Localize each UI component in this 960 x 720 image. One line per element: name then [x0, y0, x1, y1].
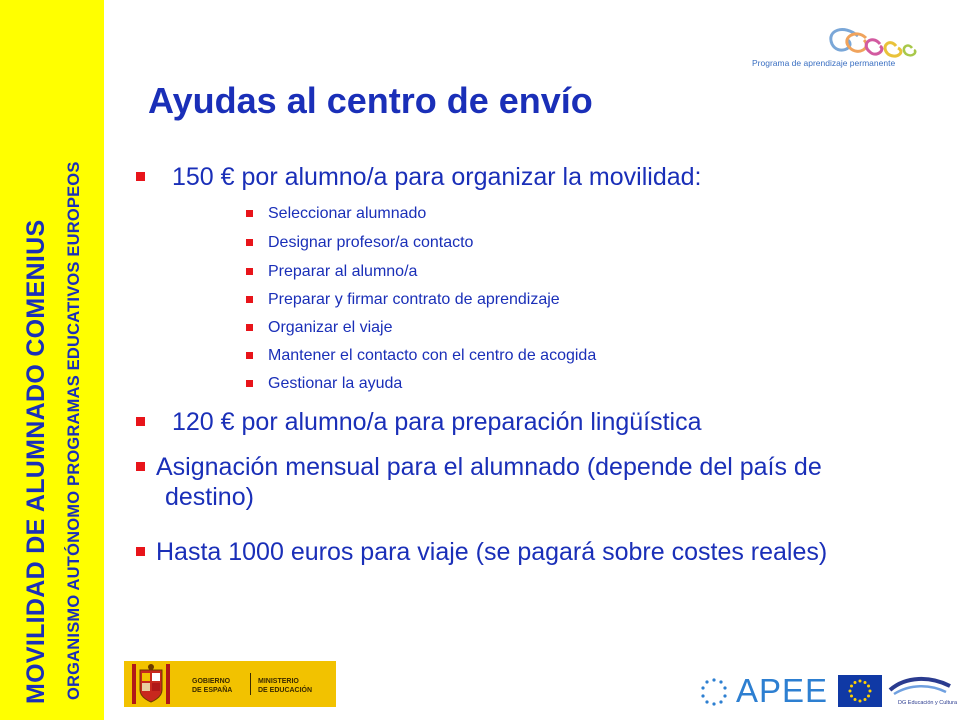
sub-list-item	[246, 204, 426, 224]
programa-logo-icon	[740, 18, 930, 88]
sidebar-band	[0, 0, 104, 720]
sub-bullet-text: Preparar y firmar contrato de aprendizaje	[268, 291, 560, 308]
list-item	[136, 452, 896, 512]
sub-list-item	[246, 318, 393, 338]
bullet-square-icon	[246, 210, 253, 217]
gobierno-label: GOBIERNO DE ESPAÑA	[192, 678, 233, 694]
bullet-square-icon	[246, 296, 253, 303]
sub-list-item	[246, 233, 473, 253]
sub-bullet-text: Preparar al alumno/a	[268, 263, 418, 280]
ministerio-label: MINISTERIO DE EDUCACIÓN	[258, 678, 313, 694]
sub-bullet-text: Gestionar la ayuda	[268, 375, 403, 392]
gobierno-logo	[124, 661, 336, 707]
sub-list-item	[246, 374, 402, 394]
bullet-text: 150 € por alumno/a para organizar la movilidad:	[172, 163, 702, 191]
sidebar-subtitle: ORGANISMO AUTÓNOMO PROGRAMAS EDUCATIVOS EUROPEOS	[65, 161, 83, 700]
sub-list-item	[246, 346, 596, 366]
list-item	[136, 537, 896, 567]
sub-list-item	[246, 262, 417, 282]
list-item	[136, 407, 896, 437]
list-item	[136, 162, 896, 192]
sub-bullet-text: Mantener el contacto con el centro de acogida	[268, 347, 597, 364]
sub-bullet-text: Designar profesor/a contacto	[268, 234, 474, 251]
bullet-square-icon	[246, 352, 253, 359]
bullet-square-icon	[136, 462, 145, 471]
sub-bullet-text: Organizar el viaje	[268, 319, 393, 336]
coat-of-arms-icon	[132, 664, 170, 704]
bullet-square-icon	[246, 324, 253, 331]
bullet-text: 120 € por alumno/a para preparación lingüística	[172, 408, 702, 436]
bullet-square-icon	[246, 239, 253, 246]
bullet-text: Hasta 1000 euros para viaje (se pagará sobre costes reales)	[156, 538, 828, 566]
bullet-square-icon	[136, 417, 145, 426]
divider	[250, 673, 251, 695]
bullet-square-icon	[246, 380, 253, 387]
sub-list-item	[246, 290, 560, 310]
eu-flag-icon	[838, 675, 882, 707]
bullet-text: Asignación mensual para el alumnado (depende del país de destino)	[156, 453, 822, 511]
bullet-square-icon	[246, 268, 253, 275]
bullet-square-icon	[136, 547, 145, 556]
dg-educacion-caption: DG Educación y Cultura	[898, 700, 957, 706]
page-title: Ayudas al centro de envío	[148, 80, 593, 121]
programa-logo-caption: Programa de aprendizaje permanente	[752, 58, 896, 68]
sub-bullet-text: Seleccionar alumnado	[268, 205, 427, 222]
bullet-square-icon	[136, 172, 145, 181]
sidebar-title: MOVILIDAD DE ALUMNADO COMENIUS	[22, 219, 50, 704]
apee-logo-text: APEE	[736, 672, 829, 709]
